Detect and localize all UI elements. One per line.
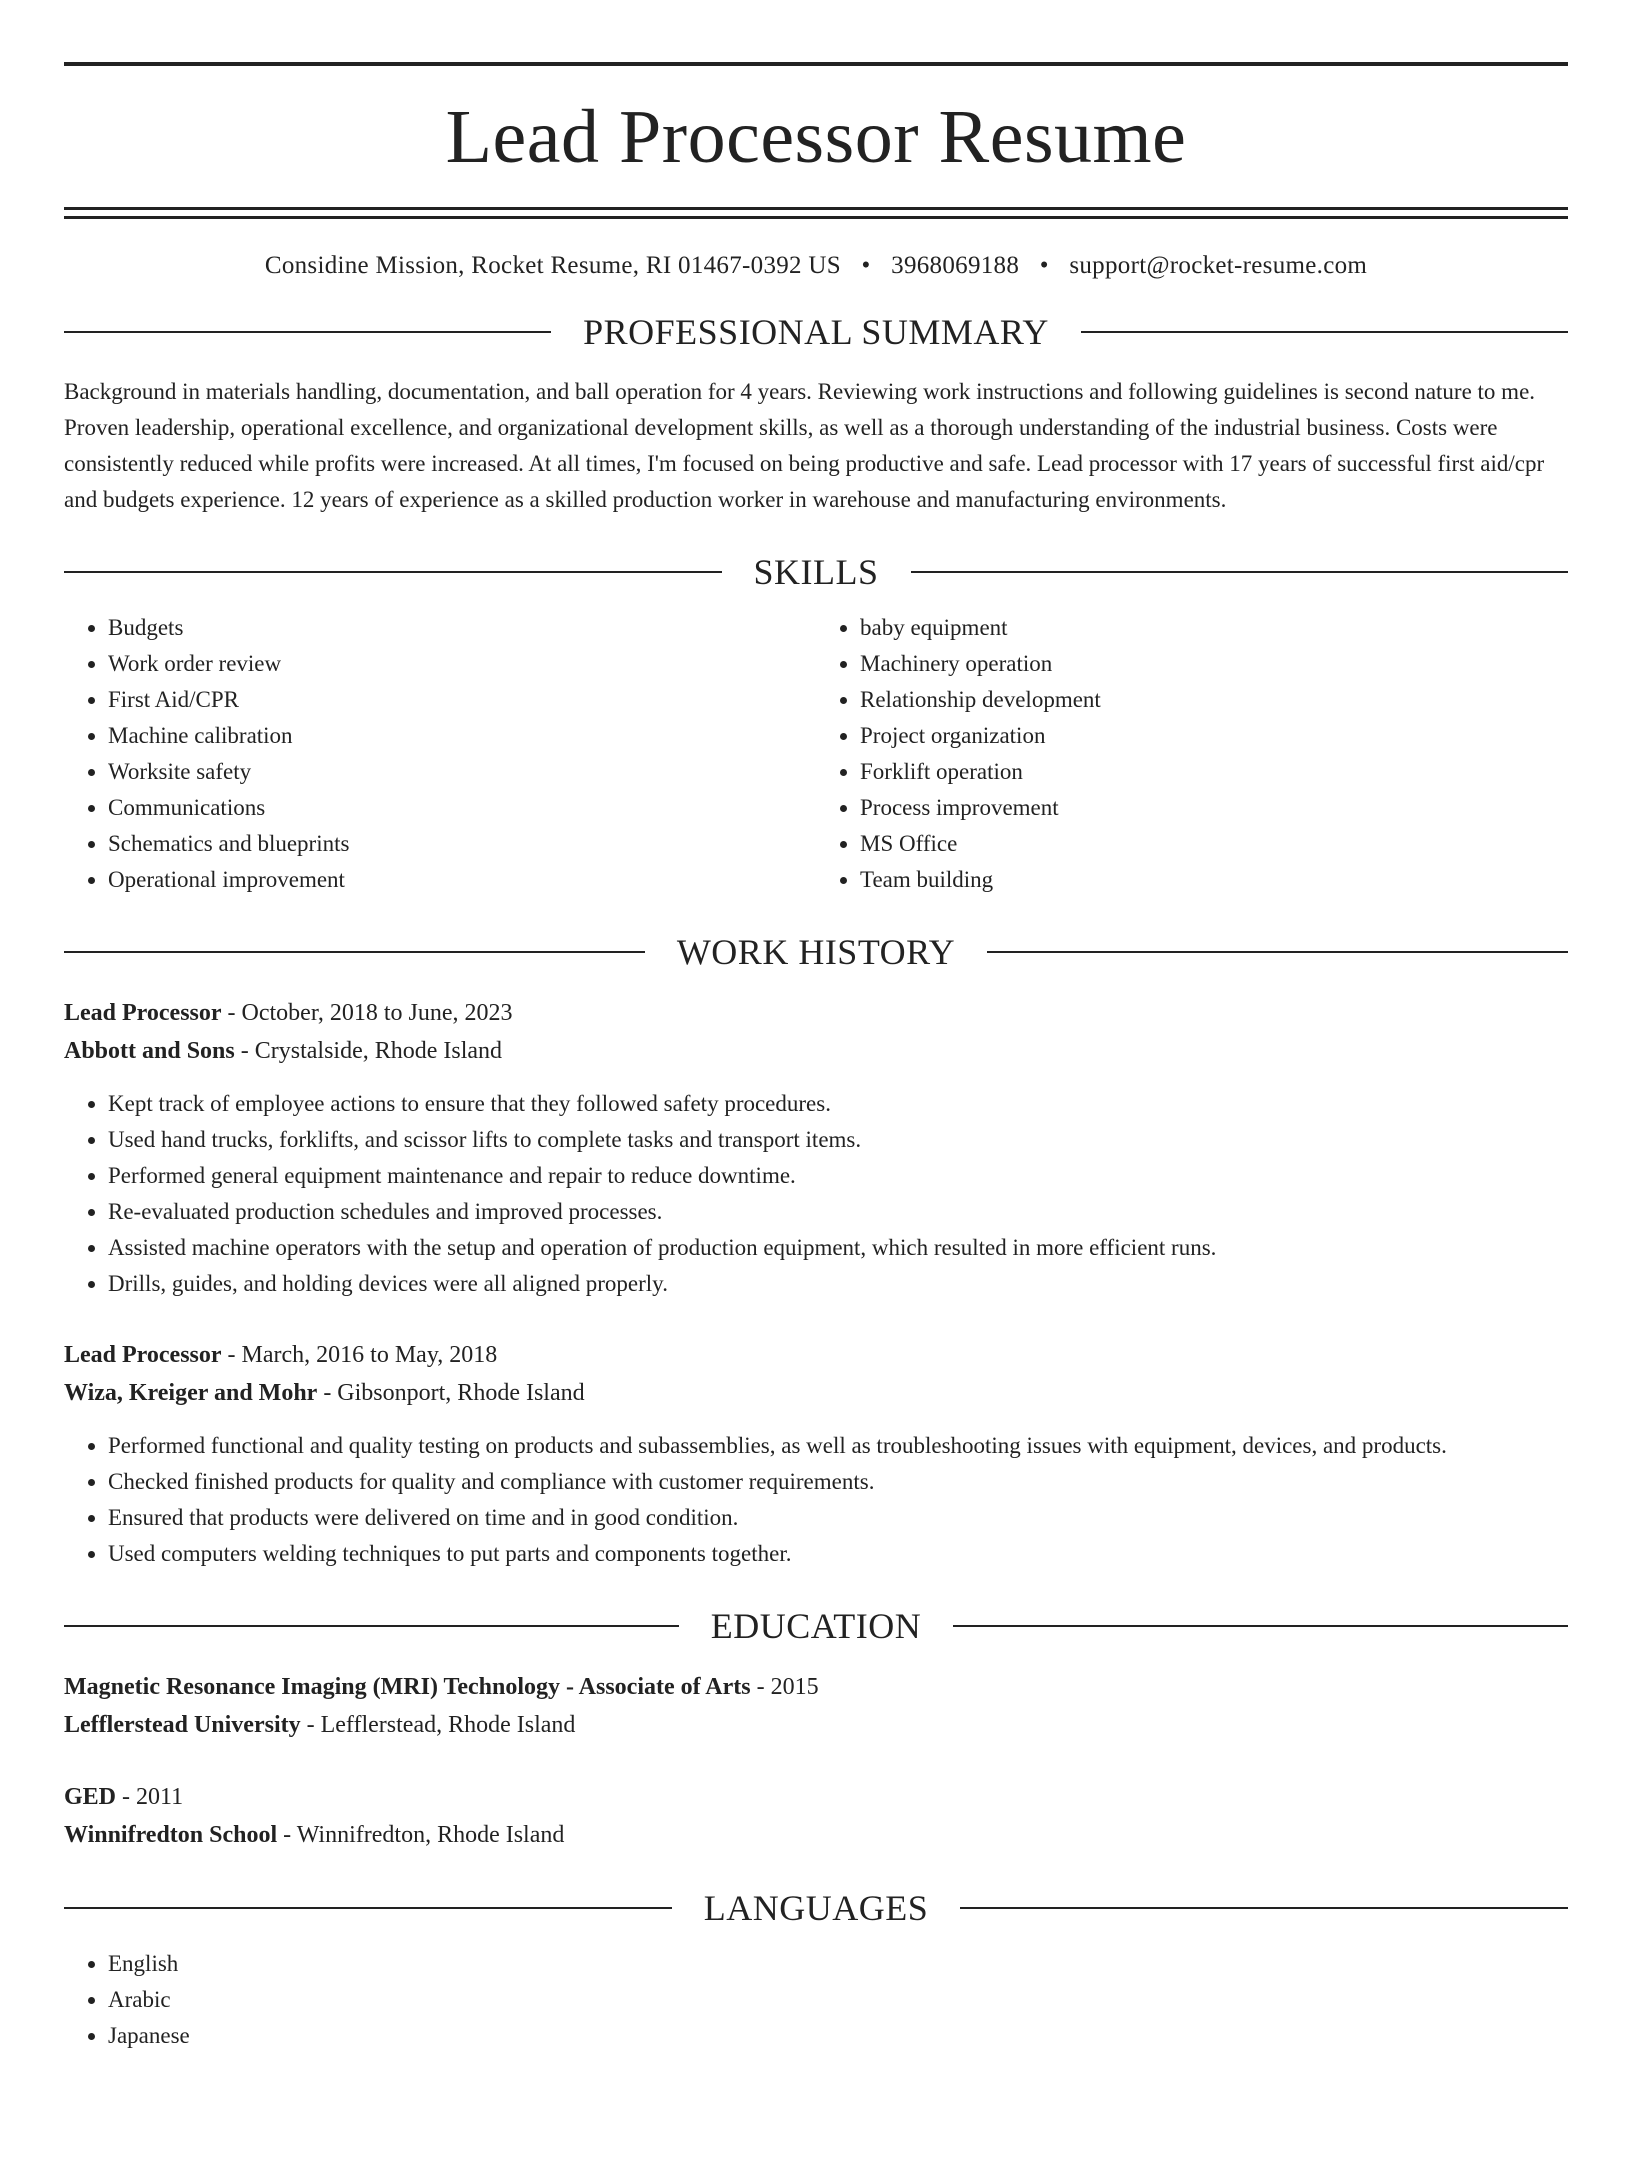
resume-page xyxy=(0,62,1632,2174)
job-bullet: • Re-evaluated production schedules and improved processes. xyxy=(108,1194,1568,1230)
job-title: Lead Processor xyxy=(64,1342,222,1368)
heading-rule-left xyxy=(64,571,722,573)
languages-list xyxy=(64,1946,1568,2054)
job-title-line xyxy=(64,994,1568,1032)
job-bullet: • Performed functional and quality testing on products and subassemblies, as well as troubleshooting issues with equipment, devices, and products. xyxy=(108,1428,1568,1464)
languages-section-heading xyxy=(64,1888,1568,1928)
job-bullet: • Ensured that products were delivered on time and in good condition. xyxy=(108,1500,1568,1536)
education-entry xyxy=(64,1778,1568,1854)
education-location: - Winnifredton, Rhode Island xyxy=(277,1822,565,1848)
education-entry xyxy=(64,1668,1568,1744)
skills-list-left xyxy=(64,610,816,898)
skill-item: • Worksite safety xyxy=(108,754,816,790)
job-location: - Crystalside, Rhode Island xyxy=(234,1038,503,1064)
skill-item: • First Aid/CPR xyxy=(108,682,816,718)
language-item: • Arabic xyxy=(108,1982,1568,2018)
job-entry xyxy=(64,994,1568,1302)
languages-heading: LANGUAGES xyxy=(703,1888,929,1928)
education-degree: Magnetic Resonance Imaging (MRI) Technology - Associate of Arts xyxy=(64,1674,751,1700)
skill-item: • Team building xyxy=(860,862,1568,898)
education-location: - Lefflerstead, Rhode Island xyxy=(300,1712,576,1738)
skill-item: • Operational improvement xyxy=(108,862,816,898)
job-title: Lead Processor xyxy=(64,1000,222,1026)
contact-phone: 3968069188 xyxy=(891,252,1020,279)
job-dates: - March, 2016 to May, 2018 xyxy=(221,1342,498,1368)
education-school: Winnifredton School xyxy=(64,1822,278,1848)
job-bullets xyxy=(64,1428,1568,1572)
skills-section-heading xyxy=(64,552,1568,592)
education-school-line xyxy=(64,1706,1568,1744)
contact-email: support@rocket-resume.com xyxy=(1069,252,1368,279)
skill-item: • Project organization xyxy=(860,718,1568,754)
summary-text: Background in materials handling, documentation, and ball operation for 4 years. Reviewing work instructions and following guidelines is second nature to me. Proven leadership, operational excellence, and organizational development skills, as well as a thorough understanding of the industrial business. Costs were consistently reduced while profits were increased. At all times, I'm focused on being productive and safe. Lead processor with 17 years of successful first aid/cpr and budgets experience. 12 years of experience as a skilled production worker in warehouse and manufacturing environments. xyxy=(64,379,1545,512)
contact-separator: • xyxy=(1039,252,1049,279)
job-bullet: • Drills, guides, and holding devices were all aligned properly. xyxy=(108,1266,1568,1302)
skills-list-right xyxy=(816,610,1568,898)
heading-rule-right xyxy=(911,571,1569,573)
skill-item: • Process improvement xyxy=(860,790,1568,826)
education-year: - 2011 xyxy=(116,1784,184,1810)
job-location: - Gibsonport, Rhode Island xyxy=(317,1380,585,1406)
education-heading: EDUCATION xyxy=(710,1606,922,1646)
work-section-heading xyxy=(64,932,1568,972)
job-dates: - October, 2018 to June, 2023 xyxy=(221,1000,513,1026)
skill-item: • Budgets xyxy=(108,610,816,646)
work-heading: WORK HISTORY xyxy=(676,932,956,972)
skills-columns xyxy=(64,610,1568,898)
skills-heading: SKILLS xyxy=(753,552,879,592)
education-school: Lefflerstead University xyxy=(64,1712,301,1738)
skill-item: • Work order review xyxy=(108,646,816,682)
education-degree: GED xyxy=(64,1784,117,1810)
skill-item: • MS Office xyxy=(860,826,1568,862)
job-company-line xyxy=(64,1032,1568,1070)
skill-item: • Machine calibration xyxy=(108,718,816,754)
title-double-rule xyxy=(64,207,1568,219)
skill-item: • Machinery operation xyxy=(860,646,1568,682)
summary-section-heading xyxy=(64,312,1568,352)
job-bullets xyxy=(64,1086,1568,1302)
contact-address: Considine Mission, Rocket Resume, RI 01467-0392 US xyxy=(264,252,841,279)
job-title-line xyxy=(64,1336,1568,1374)
top-rule xyxy=(64,62,1568,66)
job-company: Wiza, Kreiger and Mohr xyxy=(64,1380,318,1406)
education-year: - 2015 xyxy=(750,1674,819,1700)
language-item: • Japanese xyxy=(108,2018,1568,2054)
contact-line xyxy=(64,252,1568,280)
heading-rule-right xyxy=(987,951,1568,953)
job-company: Abbott and Sons xyxy=(64,1038,235,1064)
language-item: • English xyxy=(108,1946,1568,1982)
heading-rule-right xyxy=(960,1907,1568,1909)
skill-item: • Schematics and blueprints xyxy=(108,826,816,862)
skill-item: • Communications xyxy=(108,790,816,826)
job-bullet: • Performed general equipment maintenance and repair to reduce downtime. xyxy=(108,1158,1568,1194)
job-entry xyxy=(64,1336,1568,1572)
skill-item: • Relationship development xyxy=(860,682,1568,718)
job-bullet: • Used computers welding techniques to put parts and components together. xyxy=(108,1536,1568,1572)
heading-rule-left xyxy=(64,1625,679,1627)
job-bullet: • Used hand trucks, forklifts, and scissor lifts to complete tasks and transport items. xyxy=(108,1122,1568,1158)
education-section-heading xyxy=(64,1606,1568,1646)
education-degree-line xyxy=(64,1778,1568,1816)
heading-rule-right xyxy=(953,1625,1568,1627)
job-bullet: • Checked finished products for quality and compliance with customer requirements. xyxy=(108,1464,1568,1500)
job-company-line xyxy=(64,1374,1568,1412)
heading-rule-left xyxy=(64,331,551,333)
skill-item: • Forklift operation xyxy=(860,754,1568,790)
skill-item: • baby equipment xyxy=(860,610,1568,646)
education-school-line xyxy=(64,1816,1568,1854)
job-bullet: • Assisted machine operators with the setup and operation of production equipment, which resulted in more efficient runs. xyxy=(108,1230,1568,1266)
heading-rule-left xyxy=(64,951,645,953)
heading-rule-right xyxy=(1081,331,1568,333)
summary-heading: PROFESSIONAL SUMMARY xyxy=(583,312,1049,352)
contact-separator: • xyxy=(861,252,871,279)
job-bullet: • Kept track of employee actions to ensure that they followed safety procedures. xyxy=(108,1086,1568,1122)
page-title: Lead Processor Resume xyxy=(445,95,1187,179)
education-degree-line xyxy=(64,1668,1568,1706)
heading-rule-left xyxy=(64,1907,672,1909)
